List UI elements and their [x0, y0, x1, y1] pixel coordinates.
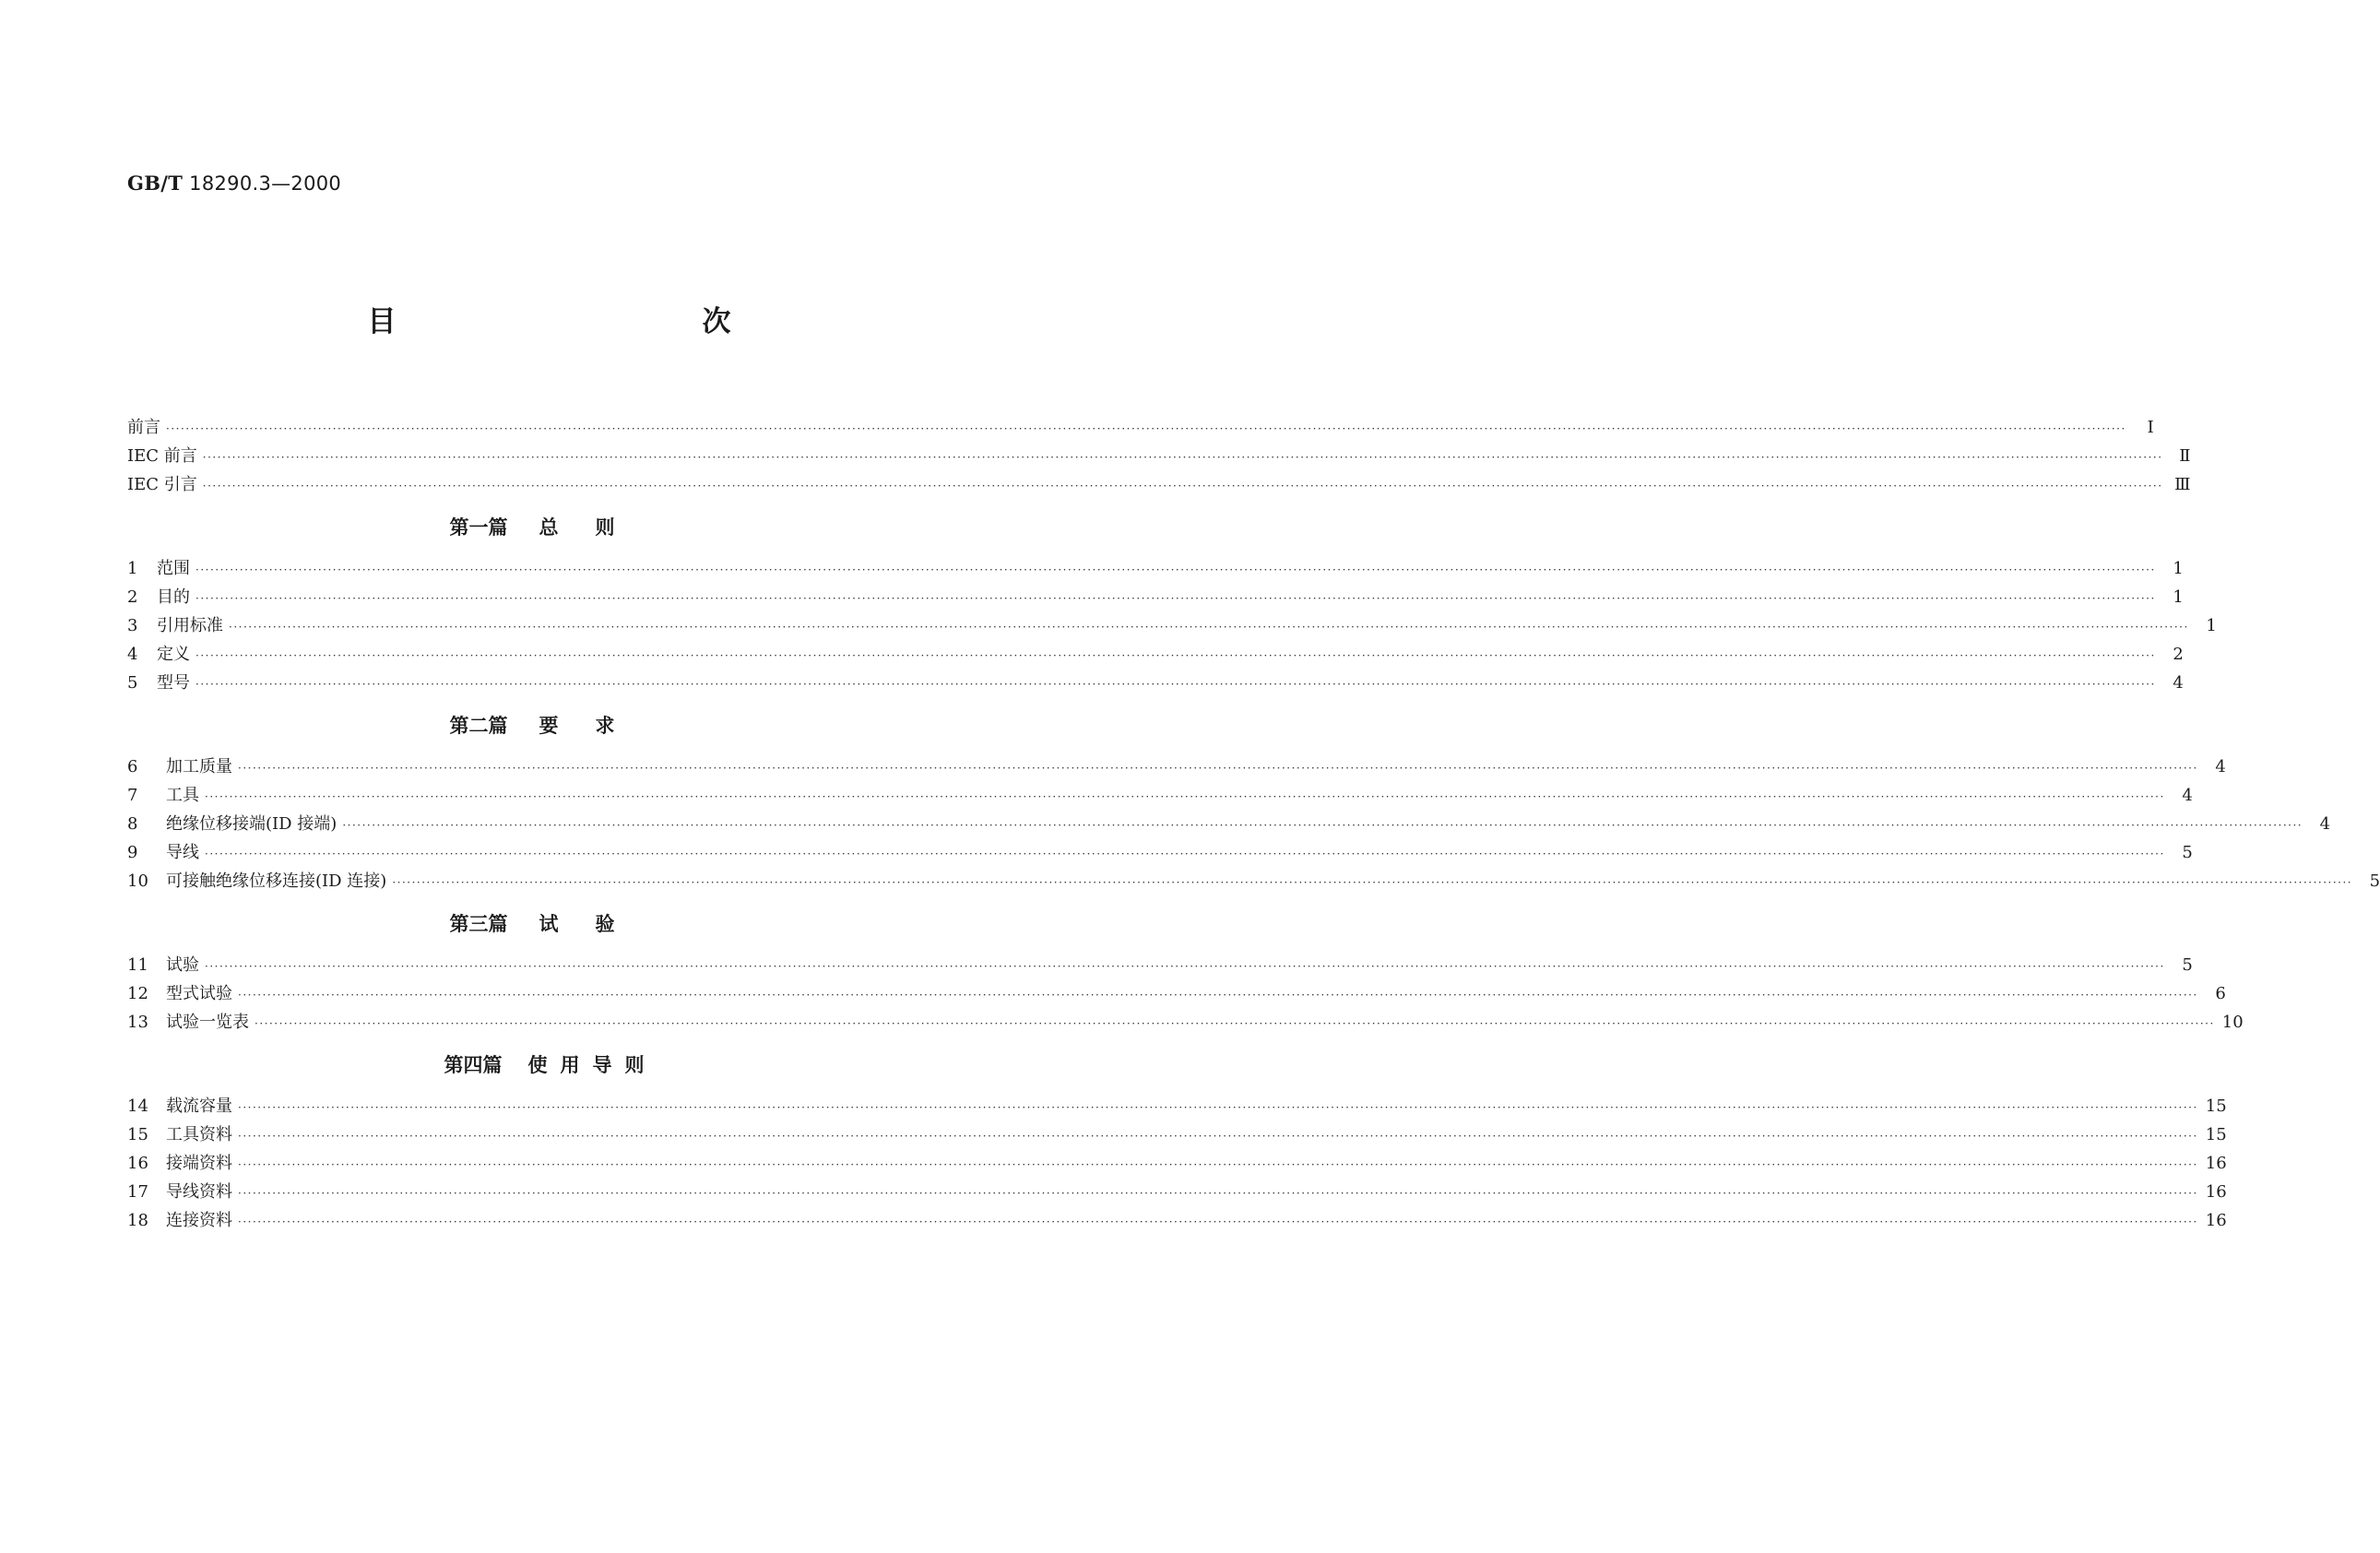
dot-leader: ················································································································································································································································································································································································································	[238, 762, 2198, 775]
toc-page-number: 5	[2182, 955, 2193, 975]
toc-page-number: 4	[2173, 673, 2184, 693]
toc-entry-number: 18	[127, 1211, 148, 1230]
toc-entry[interactable]	[127, 414, 2154, 443]
toc-entry[interactable]	[127, 443, 2191, 471]
toc-entry-label: 前言	[127, 418, 160, 437]
toc-entry-number: 8	[127, 814, 138, 834]
page-title: 目 次	[367, 305, 814, 338]
toc-entry-title	[127, 868, 392, 892]
toc-entry-number: 17	[127, 1182, 148, 1202]
part-number: 第二篇	[449, 715, 508, 737]
toc-entry-number: 1	[127, 559, 138, 578]
toc-page-number: 16	[2205, 1211, 2227, 1230]
toc-entry-title	[127, 414, 166, 438]
part-number: 第三篇	[449, 913, 508, 935]
toc-page-number: 5	[2369, 871, 2380, 891]
toc-entry-title	[127, 1207, 238, 1231]
toc-page-number: 2	[2173, 645, 2184, 664]
toc-entry-label: 绝缘位移接端(ID 接端)	[166, 814, 337, 834]
toc-entry-label: 导线资料	[166, 1182, 232, 1202]
toc-entry-label: 试验	[166, 955, 199, 975]
toc-entry[interactable]	[127, 1207, 2227, 1236]
toc-entry-title	[127, 471, 203, 495]
toc-entry-label: 连接资料	[166, 1211, 232, 1230]
toc-entry-number: 13	[127, 1013, 148, 1032]
dot-leader: ················································································································································································································································································································································································································	[202, 480, 2163, 492]
dot-leader: ················································································································································································································································································································································································································	[205, 960, 2165, 973]
toc-entry-label: 接端资料	[166, 1154, 232, 1173]
toc-entry-label: 工具资料	[166, 1125, 232, 1144]
toc-entry[interactable]	[127, 471, 2191, 500]
toc-entry-title	[127, 612, 229, 636]
toc-entry-number: 5	[127, 673, 138, 693]
toc-page-number: Ⅱ	[2179, 446, 2191, 466]
toc-page-number: 1	[2173, 587, 2184, 607]
toc-entry-title	[127, 443, 203, 467]
toc-entry-label: 导线	[166, 843, 199, 862]
toc-entry-label: 范围	[157, 559, 190, 578]
toc-page-number: Ⅰ	[2147, 418, 2154, 437]
toc-entry-title	[127, 1179, 238, 1203]
part-title: 要求	[539, 715, 652, 737]
toc-page-number: 5	[2182, 843, 2193, 862]
dot-leader: ················································································································································································································································································································································································································	[195, 592, 2156, 605]
toc-entry[interactable]	[127, 584, 2184, 612]
dot-leader: ················································································································································································································································································································································································································	[238, 1101, 2198, 1114]
dot-leader: ················································································································································································································································································································································································································	[195, 678, 2156, 691]
toc-entry[interactable]	[127, 1121, 2227, 1150]
dot-leader: ················································································································································································································································································································································································································	[392, 876, 2353, 889]
toc-entry[interactable]	[127, 952, 2193, 980]
part-heading	[127, 1043, 974, 1085]
toc-entry[interactable]	[127, 753, 2226, 782]
toc-entry[interactable]	[127, 811, 2331, 839]
toc-entry-title	[127, 670, 195, 694]
toc-page-number: 4	[2182, 786, 2193, 805]
toc-page-number: 1	[2206, 616, 2217, 635]
toc-entry-number: 11	[127, 955, 148, 975]
toc-page-number: 4	[2319, 814, 2331, 834]
toc-entry-label: 工具	[166, 786, 199, 805]
toc-entry-title	[127, 811, 342, 835]
part-heading	[127, 505, 974, 548]
toc-entry[interactable]	[127, 1179, 2227, 1207]
toc-page-number: 16	[2205, 1154, 2227, 1173]
toc-entry-label: 载流容量	[166, 1097, 232, 1116]
toc-entry-title	[127, 952, 205, 976]
dot-leader: ················································································································································································································································································································································································································	[238, 1158, 2198, 1171]
toc-entry-title	[127, 584, 195, 608]
toc-entry-number: 12	[127, 984, 148, 1003]
part-title: 总则	[539, 516, 652, 539]
toc-page-number: 6	[2215, 984, 2226, 1003]
toc-entry-number: 2	[127, 587, 138, 607]
toc-entry-number: 16	[127, 1154, 148, 1173]
dot-leader: ················································································································································································································································································································································································································	[195, 649, 2156, 662]
toc-page-number: 15	[2205, 1097, 2227, 1116]
toc-entry-label: 可接触绝缘位移连接(ID 连接)	[166, 871, 387, 891]
dot-leader: ················································································································································································································································································································································································································	[238, 1215, 2198, 1228]
part-heading	[127, 704, 974, 746]
part-heading	[127, 902, 974, 944]
toc-entry[interactable]	[127, 555, 2184, 584]
toc-entry-number: 15	[127, 1125, 148, 1144]
toc-entry-label: IEC 前言	[127, 446, 197, 466]
toc-entry[interactable]	[127, 1093, 2227, 1121]
dot-leader: ················································································································································································································································································································································································································	[229, 621, 2189, 634]
toc-page-number: Ⅲ	[2174, 475, 2191, 494]
toc-entry-label: 目的	[157, 587, 190, 607]
table-of-contents	[127, 414, 2380, 1236]
toc-entry[interactable]	[127, 641, 2184, 670]
part-title: 使用导则	[527, 1054, 657, 1076]
dot-leader: ················································································································································································································································································································································································································	[205, 848, 2165, 860]
toc-entry-title	[127, 641, 195, 665]
toc-entry-title	[127, 1009, 255, 1033]
toc-page-number: 16	[2205, 1182, 2227, 1202]
toc-entry-title	[127, 980, 238, 1004]
toc-entry-number: 9	[127, 843, 138, 862]
dot-leader: ················································································································································································································································································································································································································	[342, 819, 2303, 832]
toc-entry-number: 14	[127, 1097, 148, 1116]
toc-entry-title	[127, 839, 205, 863]
dot-leader: ················································································································································································································································································································································································································	[255, 1017, 2215, 1030]
toc-entry-title	[127, 782, 205, 806]
toc-entry-number: 10	[127, 871, 148, 891]
toc-entry-label: 加工质量	[166, 757, 232, 776]
toc-entry-title	[127, 1150, 238, 1174]
toc-entry-title	[127, 753, 238, 777]
toc-entry-number: 3	[127, 616, 138, 635]
dot-leader: ················································································································································································································································································································································································································	[238, 989, 2198, 1002]
dot-leader: ················································································································································································································································································································································································································	[238, 1130, 2198, 1143]
toc-entry-title	[127, 1093, 238, 1117]
toc-entry-number: 6	[127, 757, 138, 776]
toc-page-number: 10	[2221, 1013, 2244, 1032]
toc-entry-label: IEC 引言	[127, 475, 197, 494]
toc-entry-label: 型式试验	[166, 984, 232, 1003]
toc-entry-label: 型号	[157, 673, 190, 693]
toc-entry[interactable]	[127, 612, 2217, 641]
dot-leader: ················································································································································································································································································································································································································	[205, 790, 2165, 803]
toc-entry[interactable]	[127, 839, 2193, 868]
dot-leader: ················································································································································································································································································································································································································	[195, 563, 2156, 576]
toc-entry-label: 引用标准	[157, 616, 223, 635]
toc-entry-number: 4	[127, 645, 138, 664]
part-title: 试验	[539, 913, 652, 935]
toc-entry[interactable]	[127, 670, 2184, 698]
toc-entry[interactable]	[127, 1009, 2244, 1037]
toc-entry[interactable]	[127, 782, 2193, 811]
dot-leader: ················································································································································································································································································································································································································	[166, 422, 2126, 435]
toc-page-number: 4	[2215, 757, 2226, 776]
toc-entry-title	[127, 555, 195, 579]
toc-entry[interactable]	[127, 1150, 2227, 1179]
standard-prefix: GB/T	[127, 172, 184, 195]
dot-leader: ················································································································································································································································································································································································································	[202, 451, 2163, 464]
standard-code	[127, 172, 341, 195]
standard-number: 18290.3—2000	[189, 172, 342, 195]
part-number: 第四篇	[444, 1054, 503, 1076]
toc-entry-number: 7	[127, 786, 138, 805]
toc-page-number: 15	[2205, 1125, 2227, 1144]
part-number: 第一篇	[449, 516, 508, 539]
toc-entry-label: 试验一览表	[166, 1013, 249, 1032]
toc-entry-title	[127, 1121, 238, 1145]
dot-leader: ················································································································································································································································································································································································································	[238, 1187, 2198, 1200]
toc-entry[interactable]	[127, 980, 2226, 1009]
toc-entry-label: 定义	[157, 645, 190, 664]
toc-entry[interactable]	[127, 868, 2380, 896]
toc-page-number: 1	[2173, 559, 2184, 578]
